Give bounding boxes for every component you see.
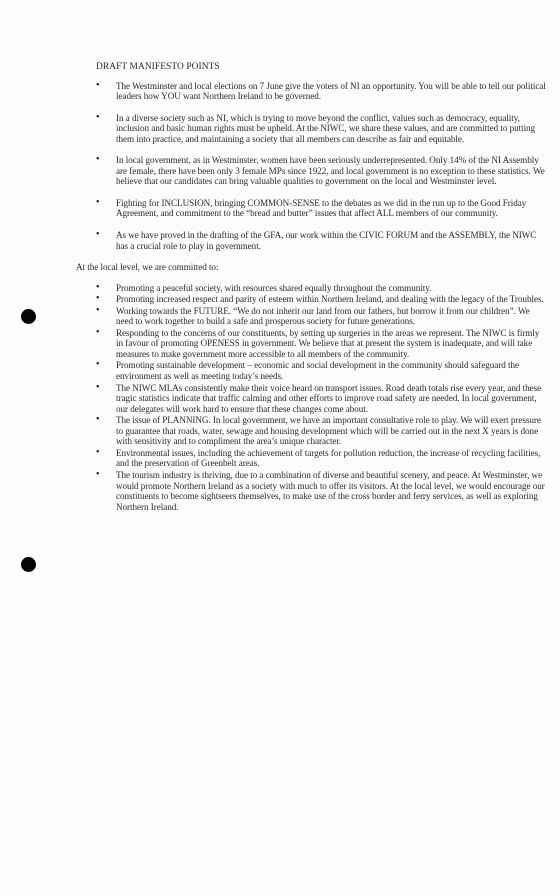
punch-hole-bottom [21,557,36,572]
intro-bullet-item: • Fighting for INCLUSION, bringing COMMON-SENSE to the debates as we did in the run up to the Good Friday Agreement, and commitment to the “bread and butter” issues that affect ALL members of our community. [96,198,546,219]
local-bullet-item: • The NIWC MLAs consistently make their voice heard on transport issues. Road death totals rise every year, and these tragic statistics indicate that traffic calming and other efforts to improve road safety are needed. In local government, our delegates will work hard to ensure that these changes come about. [96,383,546,415]
intro-bullet-item: • As we have proved in the drafting of the GFA, our work within the CIVIC FORUM and the ASSEMBLY, the NIWC has a crucial role to play in government. [96,230,546,251]
intro-bullet-item: • In a diverse society such as NI, which is trying to move beyond the conflict, values such as democracy, equality, inclusion and basic human rights must be upheld. At the NIWC, we share these values, and are committed to putting them into practice, and maintaining a society that all members can describe as fair and equitable. [96,113,546,145]
local-bullet-item: • Working towards the FUTURE. “We do not inherit our land from our fathers, but borrow it from our children”. We need to work together to build a safe and prosperous society for future generations. [96,306,546,327]
intro-bullet-item: • In local government, as in Westminster, women have been seriously underrepresented. Only 14% of the NI Assembly are female, there have been only 3 female MPs since 1922, and local government is no exception to these statistics. We believe that our candidates can bring valuable qualities to government on the local and Westminster level. [96,155,546,187]
intro-bullet-list [96,81,546,252]
local-bullet-item: • Responding to the concerns of our constituents, by setting up surgeries in the areas we represent. The NIWC is firmly in favour of promoting OPENESS in government. We believe that at present the system is inadequate, and will take measures to make government more accessible to all members of the community. [96,328,546,360]
intro-bullet-item: • The Westminster and local elections on 7 June give the voters of NI an opportunity. You will be able to tell our political leaders how YOU want Northern Ireland to be governed. [96,81,546,102]
local-bullet-item: • Promoting a peaceful society, with resources shared equally throughout the community. [96,283,546,294]
local-bullet-item: • Promoting sustainable development – economic and social development in the community should safeguard the environment as well as meeting today’s needs. [96,360,546,381]
document-body [76,62,546,513]
local-bullet-list [96,283,546,512]
document-title: DRAFT MANIFESTO POINTS [96,62,220,72]
local-bullet-item: • The issue of PLANNING. In local government, we have an important consultative role to play. We will exert pressure to guarantee that roads, water, sewage and housing development which will be carried out in the next X years is done with sensitivity and to compliment the area’s unique character. [96,415,546,447]
local-level-intro [76,262,526,273]
local-bullet-item: • Environmental issues, including the achievement of targets for pollution reduction, the increase of recycling facilities, and the preservation of Greenbelt areas. [96,448,546,469]
local-bullet-item: • The tourism industry is thriving, due to a combination of diverse and beautiful scenery, and peace. At Westminster, we would promote Northern Ireland as a society with much to offer its visitors. At the local level, we would encourage our constituents to become sightseers themselves, to make use of the cross border and ferry services, as well as exploring Northern Ireland. [96,470,546,512]
local-bullet-item: • Promoting increased respect and parity of esteem within Northern Ireland, and dealing with the legacy of the Troubles. [96,294,546,305]
local-level-intro-text: At the local level, we are committed to: [76,262,219,273]
punch-hole-top [21,309,36,324]
